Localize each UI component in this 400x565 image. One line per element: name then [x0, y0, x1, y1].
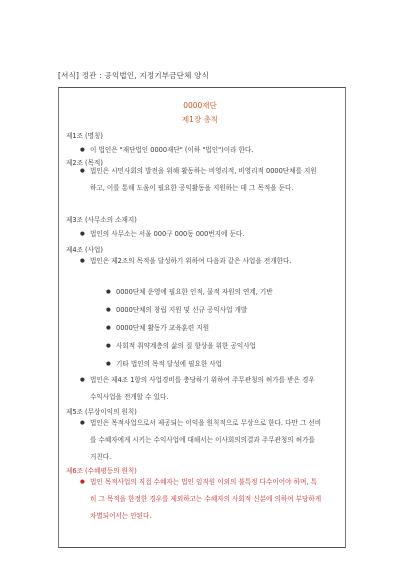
article-4-subitem-1: ● 0000단체 운영에 필요한 인적, 물적 자원의 연계, 기반	[116, 284, 322, 301]
article-4-after-item: ● 법인은 제4조 1항의 사업경비를 충당하기 위하여 주무관청의 허가를 받은 경우 수익사업을 전개할 수 있다.	[90, 372, 322, 406]
article-6-heading: 제6조 (수혜평등의 원칙)	[66, 467, 137, 475]
article-4-heading: 제4조 (사업)	[66, 246, 103, 254]
article-4-subitem-3: ● 0000단체 활동가 교육훈련 지원	[116, 320, 322, 337]
article-3-heading: 제3조 (사무소의 소재지)	[66, 216, 137, 224]
article-4-subitem-2: ● 0000단체의 창립 지원 및 신규 공익사업 개발	[116, 302, 322, 319]
article-5-heading: 제5조 (무상이익의 원칙)	[66, 408, 137, 416]
chapter-title: 제1장 총칙	[181, 115, 219, 124]
article-4-item: ● 법인은 제2조의 목적을 달성하기 위하여 다음과 같은 사업을 전개한다.	[90, 253, 322, 270]
article-4-subitem-5: ● 기타 법인의 목적 달성에 필요한 사업	[116, 356, 322, 373]
article-5-item: ● 법인은 목적사업으로서 제공되는 이익을 원칙적으로 무상으로 한다. 다만 그 선비를 수혜자에게 시키는 수익사업에 대해서는 이사회의의결과 주무관청의 허가를 거친다.	[90, 415, 322, 466]
article-3-item: ● 법인의 사무소는 서울 000구 000동 000번지에 둔다.	[90, 226, 322, 243]
article-2-heading: 제2조 (목적)	[66, 159, 103, 167]
document-header: [서식] 정관 : 공익법인, 지정기부금단체 양식	[58, 71, 210, 80]
article-2-item: ● 법인은 시민사회의 발전을 위해 활동하는 비영리적, 비영리적 0000단체를 지원하고, 이를 통해 도움이 필요한 공익활동을 지원하는 데 그 목적을 둔다.	[90, 163, 322, 197]
article-6-item: ● 법인 목적사업의 직접 수혜자는 법인 임직원 이외의 불특정 다수이어야 하며, 특히 그 목적을 한정한 경우를 제외하고는 수혜자의 사회적 신분에 의하여 부당하게 차별되어서는 안된다.	[90, 474, 322, 525]
article-1-heading: 제1조 (명칭)	[66, 132, 103, 140]
organization-name: 0000재단	[183, 101, 217, 110]
article-1-item: ● 이 법인은 "재단법인 0000재단" (이하 "법인")이라 한다.	[90, 142, 322, 159]
article-4-subitem-4: ● 사회적 취약계층의 삶의 질 향상을 위한 공익사업	[116, 338, 322, 355]
